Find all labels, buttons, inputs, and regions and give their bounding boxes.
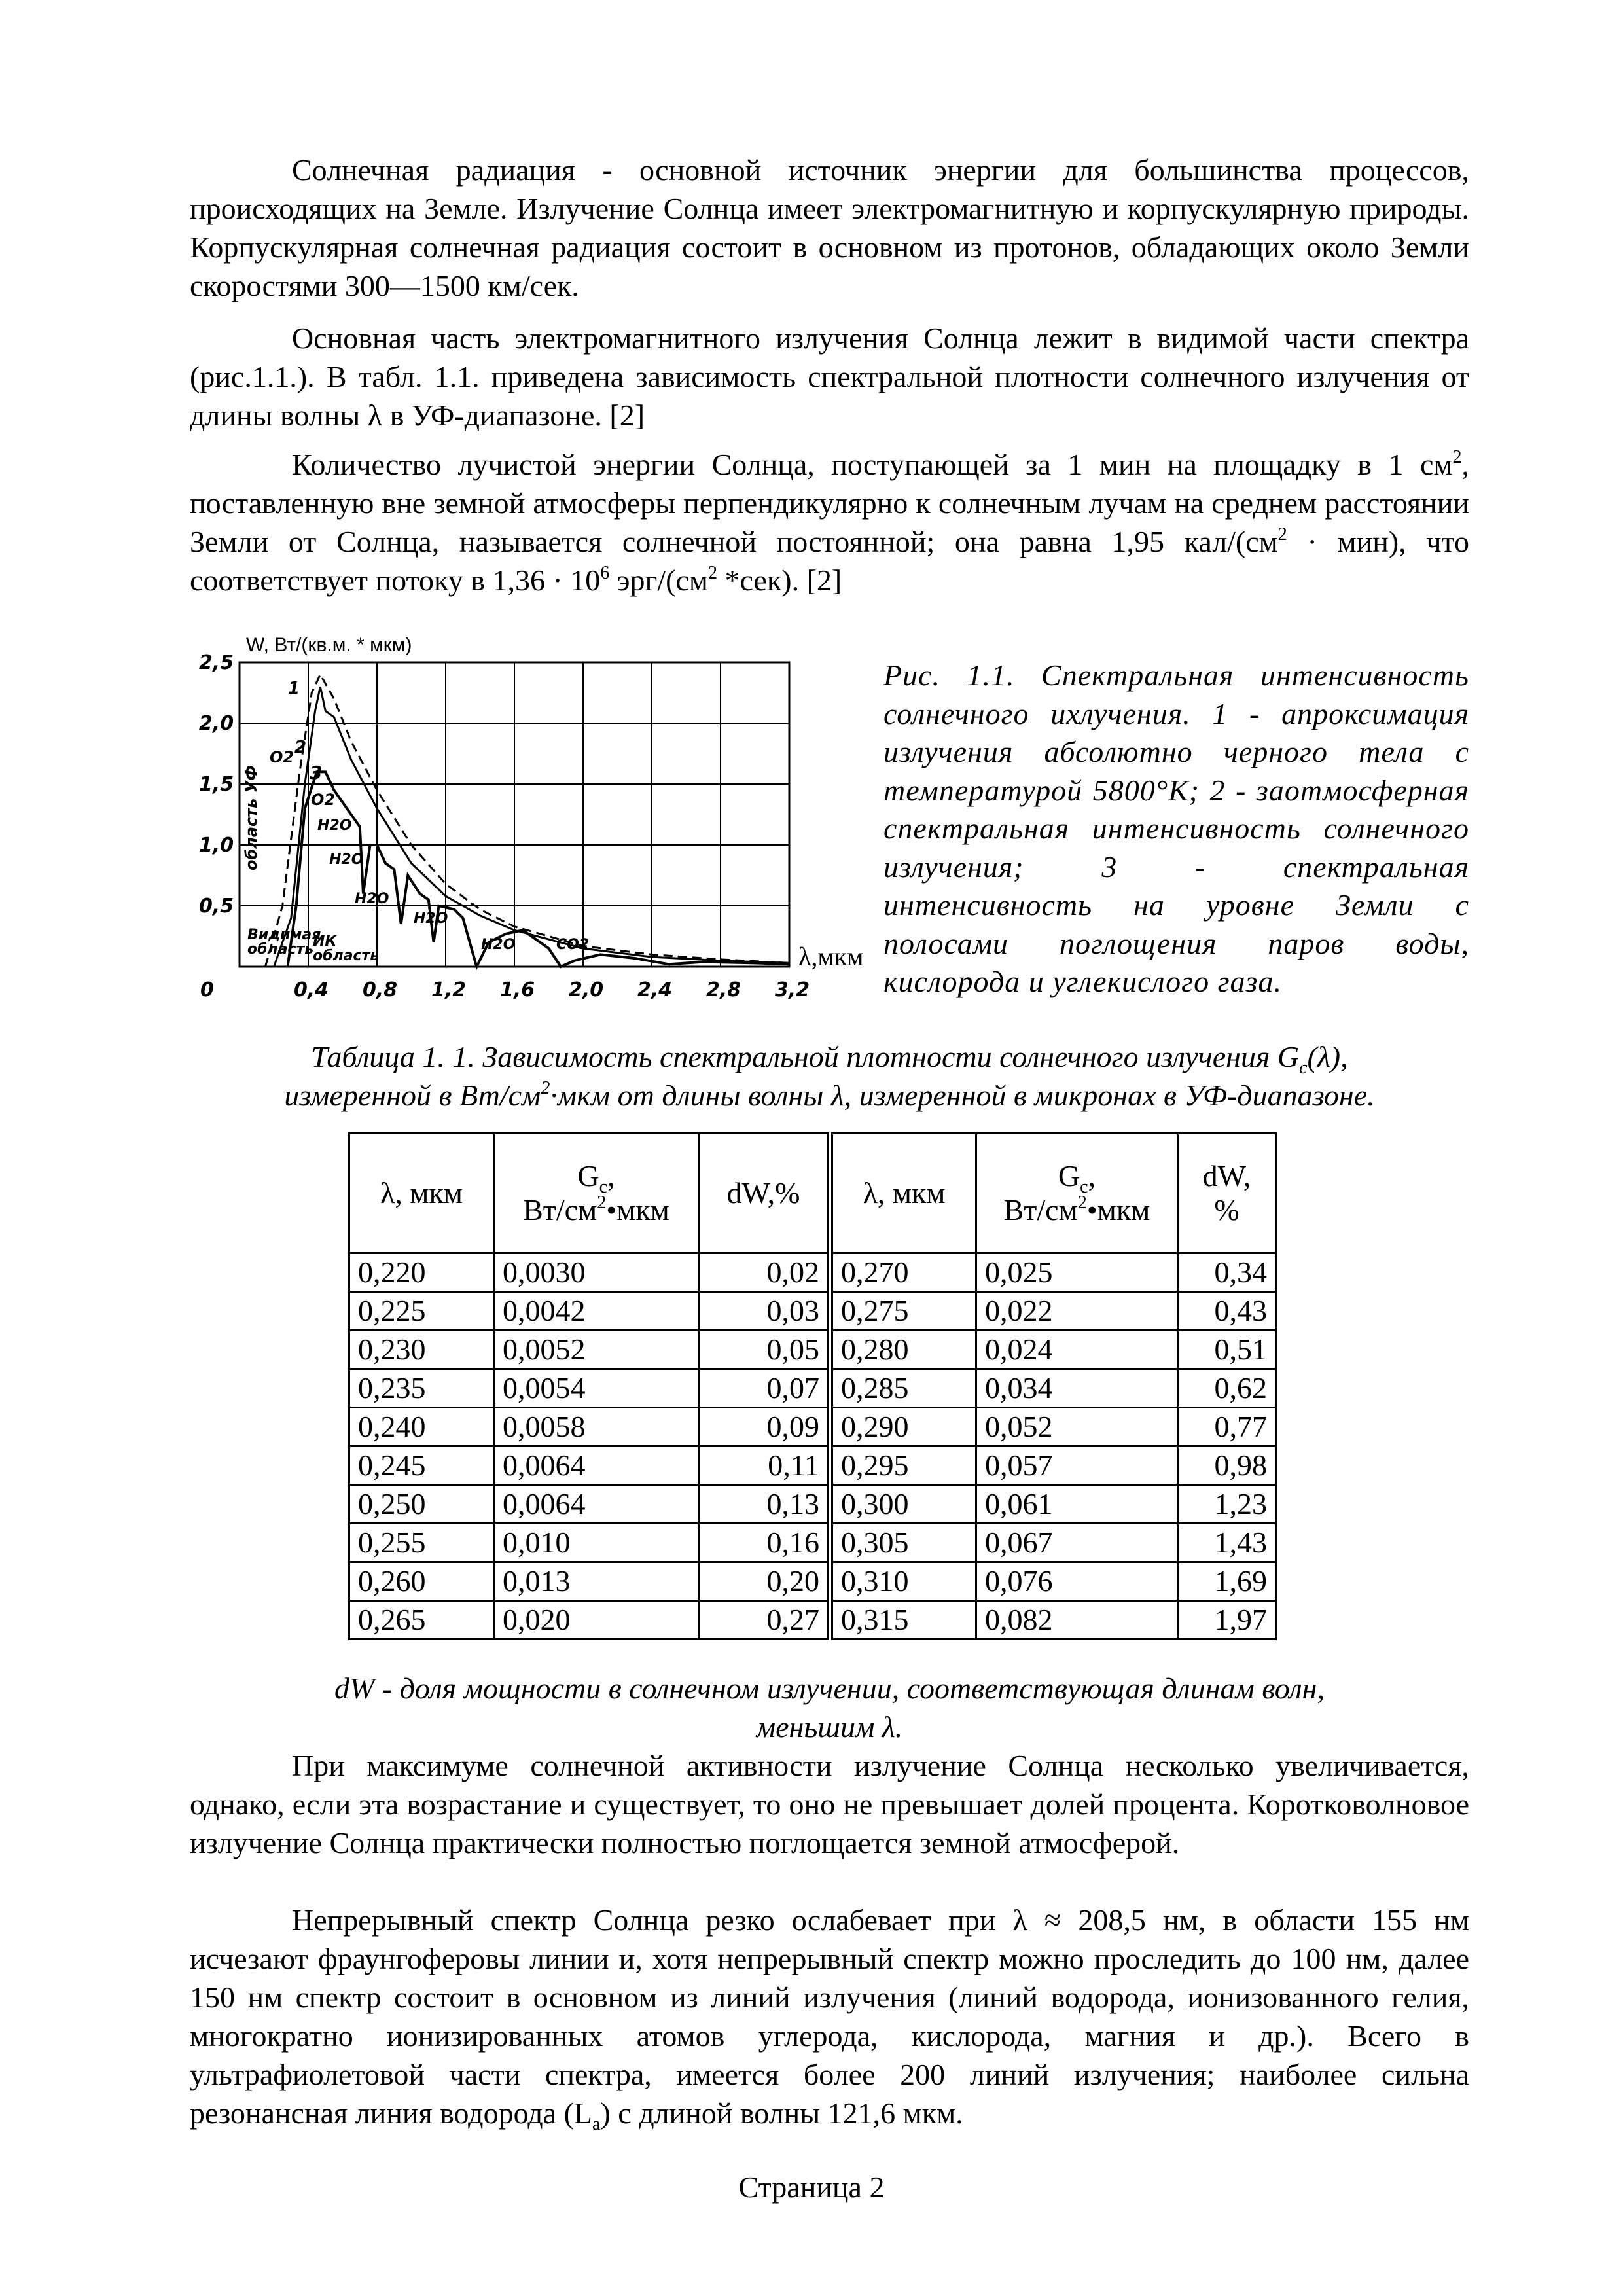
y-tick-label: 0 bbox=[200, 978, 214, 1001]
label-h2o: H2O bbox=[355, 891, 389, 907]
p3-sup: 6 bbox=[600, 563, 610, 583]
p5-text: ) с длиной волны 121,6 мкм. bbox=[600, 2096, 963, 2130]
table-cell: 1,43 bbox=[1178, 1524, 1276, 1562]
table-cell: 0,0064 bbox=[494, 1485, 699, 1524]
table-cell: 0,082 bbox=[976, 1601, 1178, 1640]
x-tick-label: 3,2 bbox=[775, 978, 810, 1001]
hdr-sup: 2 bbox=[1077, 1193, 1087, 1213]
hdr-sup: 2 bbox=[597, 1193, 607, 1213]
y-tick-label: 2,0 bbox=[199, 712, 234, 735]
label-h2o: H2O bbox=[414, 910, 448, 927]
table-caption-text: ·мкм от длины волны λ, измеренной в микронах в УФ-диапазоне. bbox=[550, 1079, 1375, 1112]
table-cell: 0,13 bbox=[699, 1485, 830, 1524]
spectrum-chart bbox=[183, 615, 897, 1021]
table-row bbox=[349, 1408, 1276, 1446]
x-tick-label: 0,8 bbox=[363, 978, 398, 1001]
curve-label-2: 2 bbox=[294, 738, 307, 757]
table-cell: 0,0054 bbox=[494, 1369, 699, 1408]
table-cell: 0,0042 bbox=[494, 1292, 699, 1331]
table-caption-text: Таблица 1. 1. Зависимость спектральной плотности солнечного излучения G bbox=[311, 1040, 1300, 1073]
table-cell: 0,98 bbox=[1178, 1446, 1276, 1485]
table-cell: 0,020 bbox=[494, 1601, 699, 1640]
table-cell: 0,057 bbox=[976, 1446, 1178, 1485]
table-cell: 0,0030 bbox=[494, 1253, 699, 1292]
y-tick-label: 1,5 bbox=[199, 773, 234, 796]
table-cell: 0,02 bbox=[699, 1253, 830, 1292]
hdr: G bbox=[577, 1159, 599, 1193]
hdr: dW, bbox=[1202, 1159, 1251, 1193]
table-caption-text: (λ), bbox=[1307, 1040, 1348, 1073]
table-cell: 0,07 bbox=[699, 1369, 830, 1408]
y-tick-label: 1,0 bbox=[199, 834, 234, 857]
x-tick-label: 1,6 bbox=[500, 978, 535, 1001]
table-cell: 0,315 bbox=[830, 1601, 976, 1640]
table-row bbox=[349, 1292, 1276, 1331]
label-h2o: H2O bbox=[317, 817, 352, 834]
hdr: Вт/см bbox=[1003, 1193, 1078, 1227]
table-cell: 0,280 bbox=[830, 1331, 976, 1369]
p3-text: , поставленную вне земной атмосферы перпендикулярно к солнечным лучам на среднем расстоянии Земли от Солнца, называется солнечной постоянной; она равна 1,95 кал/(см bbox=[190, 448, 1469, 558]
table-note-line: меньшим λ. bbox=[756, 1710, 903, 1744]
paragraph-2: Основная часть электромагнитного излучения Солнца лежит в видимой части спектра (рис.1.1.). В табл. 1.1. приведена зависимость спектральной плотности солнечного излучения от длины волны λ в УФ-диапазоне. [2] bbox=[190, 321, 1469, 432]
header-dw: dW,% bbox=[699, 1134, 830, 1253]
table-cell: 0,275 bbox=[830, 1292, 976, 1331]
x-tick-label: 1,2 bbox=[431, 978, 467, 1001]
table-caption-sup: 2 bbox=[541, 1078, 550, 1098]
page-number: Страница 2 bbox=[738, 2170, 885, 2204]
table-cell: 0,235 bbox=[349, 1369, 494, 1408]
p5-text: (L bbox=[563, 2096, 593, 2130]
table-row bbox=[349, 1331, 1276, 1369]
p3-text: Количество лучистой энергии Солнца, поступающей за 1 мин на площадку в 1 см bbox=[292, 448, 1453, 481]
table-note-line: dW - доля мощности в солнечном излучении, соответствующая длинам волн, bbox=[334, 1672, 1325, 1705]
label-ir-region: область bbox=[313, 948, 380, 964]
y-axis-label: W, Вт/(кв.м. * мкм) bbox=[246, 634, 412, 656]
label-ir-region: ИК bbox=[313, 933, 337, 950]
hdr: % bbox=[1214, 1193, 1240, 1227]
table-cell: 0,09 bbox=[699, 1408, 830, 1446]
table-row bbox=[349, 1485, 1276, 1524]
table-cell: 0,025 bbox=[976, 1253, 1178, 1292]
table-cell: 0,62 bbox=[1178, 1369, 1276, 1408]
table-note bbox=[190, 1669, 1469, 1746]
table-caption-sub: c bbox=[1299, 1058, 1308, 1078]
table-cell: 0,225 bbox=[349, 1292, 494, 1331]
table-cell: 0,270 bbox=[830, 1253, 976, 1292]
label-visible-region: Видимая bbox=[247, 927, 321, 943]
table-cell: 0,240 bbox=[349, 1408, 494, 1446]
label-o2: O2 bbox=[311, 791, 336, 809]
hdr: , bbox=[607, 1159, 615, 1193]
table-cell: 0,265 bbox=[349, 1601, 494, 1640]
hdr-sub: c bbox=[1080, 1177, 1088, 1197]
p3-sup: 2 bbox=[1277, 524, 1287, 545]
table-cell: 0,260 bbox=[349, 1562, 494, 1601]
p3-text: эрг/(см bbox=[609, 564, 709, 597]
label-o2: O2 bbox=[270, 748, 294, 766]
table-cell: 0,0058 bbox=[494, 1408, 699, 1446]
label-h2o: H2O bbox=[329, 852, 364, 868]
x-tick-label: 2,8 bbox=[706, 978, 741, 1001]
table-caption bbox=[190, 1037, 1469, 1115]
p3-text: · мин), что соответствует потоку в 1,36 · 10 bbox=[190, 525, 1469, 597]
header-gc bbox=[976, 1134, 1178, 1253]
curve-label-3: 3 bbox=[310, 762, 323, 783]
table-cell: 0,11 bbox=[699, 1446, 830, 1485]
table-cell: 0,300 bbox=[830, 1485, 976, 1524]
table-row bbox=[349, 1601, 1276, 1640]
table-cell: 0,013 bbox=[494, 1562, 699, 1601]
table-row bbox=[349, 1253, 1276, 1292]
header-gc bbox=[494, 1134, 699, 1253]
table-cell: 0,010 bbox=[494, 1524, 699, 1562]
table-cell: 1,69 bbox=[1178, 1562, 1276, 1601]
table-cell: 0,034 bbox=[976, 1369, 1178, 1408]
hdr: G bbox=[1058, 1159, 1080, 1193]
table-cell: 0,43 bbox=[1178, 1292, 1276, 1331]
table-cell: 0,05 bbox=[699, 1331, 830, 1369]
table-cell: 1,23 bbox=[1178, 1485, 1276, 1524]
table-caption-text: измеренной в Вт/см bbox=[284, 1079, 541, 1112]
table-cell: 0,0064 bbox=[494, 1446, 699, 1485]
table-row bbox=[349, 1524, 1276, 1562]
chart-grid bbox=[240, 662, 789, 967]
table-cell: 0,067 bbox=[976, 1524, 1178, 1562]
p5-text: Непрерывный спектр Солнца резко ослабевает при λ ≈ 208,5 нм, в области 155 нм исчезают фраунгоферовы линии и, хотя непрерывный спектр можно проследить до 100 нм, далее 150 нм спектр состоит в основном из линий излучения (линий водорода, ионизованного гелия, многократно ионизированных атомов углерода, кислорода, магния и др.). Всего в ультрафиолетовой части спектра, имеется более 200 линий излучения; наиболее сильна резонансная линия водорода bbox=[190, 1903, 1469, 2130]
paragraph-1: Солнечная радиация - основной источник энергии для большинства процессов, происходящих на Земле. Излучение Солнца имеет электромагнитную и корпускулярную природы. Корпускулярная солнечная радиация состоит в основном из протонов, обладающих около Земли скоростями 300—1500 км/сек. bbox=[190, 153, 1469, 302]
p3-text: *сек). [2] bbox=[717, 564, 842, 597]
table-cell: 0,022 bbox=[976, 1292, 1178, 1331]
p3-sup: 2 bbox=[1452, 447, 1462, 467]
x-axis-label: λ,мкм bbox=[798, 942, 864, 971]
label-visible-region: область bbox=[247, 941, 314, 958]
label-uv-region: область УФ bbox=[242, 765, 260, 870]
table-cell: 0,16 bbox=[699, 1524, 830, 1562]
table-cell: 0,255 bbox=[349, 1524, 494, 1562]
y-tick-label: 0,5 bbox=[199, 895, 234, 918]
table-cell: 0,0052 bbox=[494, 1331, 699, 1369]
paragraph-4: При максимуме солнечной активности излучение Солнца несколько увеличивается, однако, если эта возрастание и существует, то оно не превышает долей процента. Коротковолновое излучение Солнца практически полностью поглощается земной атмосферой. bbox=[190, 1749, 1469, 1859]
table-cell: 0,20 bbox=[699, 1562, 830, 1601]
table-row bbox=[349, 1446, 1276, 1485]
table-cell: 0,230 bbox=[349, 1331, 494, 1369]
p3-sup: 2 bbox=[708, 563, 718, 583]
table-row bbox=[349, 1562, 1276, 1601]
table-cell: 0,34 bbox=[1178, 1253, 1276, 1292]
x-tick-label: 0,4 bbox=[294, 978, 329, 1001]
table-cell: 0,310 bbox=[830, 1562, 976, 1601]
table-cell: 0,03 bbox=[699, 1292, 830, 1331]
x-tick-label: 2,4 bbox=[637, 978, 673, 1001]
p5-sub: a bbox=[592, 2114, 601, 2134]
table-cell: 0,290 bbox=[830, 1408, 976, 1446]
paragraph-5 bbox=[190, 1901, 1469, 2132]
hdr: •мкм bbox=[606, 1193, 669, 1227]
y-tick-label: 2,5 bbox=[199, 651, 234, 674]
table-cell: 0,052 bbox=[976, 1408, 1178, 1446]
table-cell: 0,285 bbox=[830, 1369, 976, 1408]
uv-spectral-table bbox=[348, 1132, 1277, 1640]
label-co2: CO2 bbox=[556, 937, 590, 953]
table-cell: 0,77 bbox=[1178, 1408, 1276, 1446]
table-header-row bbox=[349, 1134, 1276, 1253]
curve-label-1: 1 bbox=[288, 679, 300, 698]
label-h2o: H2O bbox=[481, 937, 516, 953]
hdr: , bbox=[1088, 1159, 1096, 1193]
table-cell: 0,305 bbox=[830, 1524, 976, 1562]
table-cell: 0,061 bbox=[976, 1485, 1178, 1524]
table-cell: 0,076 bbox=[976, 1562, 1178, 1601]
x-tick-label: 2,0 bbox=[569, 978, 604, 1001]
table-cell: 0,295 bbox=[830, 1446, 976, 1485]
table-cell: 0,220 bbox=[349, 1253, 494, 1292]
figure-caption: Рис. 1.1. Спектральная интенсивность солнечного ихлучения. 1 - апроксимация излучения абсолютно черного тела с температурой 5800°К; 2 - заотмосферная спектральная интенсивность солнечного излучения; 3 - спектральная интенсивность на уровне Земли с полосами поглощения паров воды, кислорода и углекислого газа. bbox=[883, 658, 1469, 998]
table-cell: 0,245 bbox=[349, 1446, 494, 1485]
table-cell: 0,51 bbox=[1178, 1331, 1276, 1369]
header-lambda: λ, мкм bbox=[830, 1134, 976, 1253]
table-cell: 0,024 bbox=[976, 1331, 1178, 1369]
header-dw bbox=[1178, 1134, 1276, 1253]
hdr-sub: c bbox=[599, 1177, 608, 1197]
header-lambda: λ, мкм bbox=[349, 1134, 494, 1253]
table-cell: 0,250 bbox=[349, 1485, 494, 1524]
table-row bbox=[349, 1369, 1276, 1408]
table-cell: 0,27 bbox=[699, 1601, 830, 1640]
paragraph-3 bbox=[190, 445, 1469, 600]
table-cell: 1,97 bbox=[1178, 1601, 1276, 1640]
hdr: Вт/см bbox=[523, 1193, 597, 1227]
hdr: •мкм bbox=[1086, 1193, 1150, 1227]
